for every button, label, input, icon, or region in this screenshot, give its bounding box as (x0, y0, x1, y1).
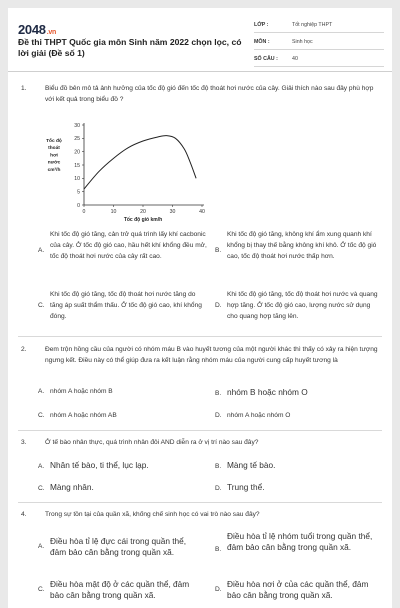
option-label: B. (215, 463, 222, 470)
y-tick-label: 5 (77, 189, 80, 196)
y-tick-label: 15 (74, 162, 80, 169)
exam-page (8, 8, 392, 608)
x-tick-label: 40 (199, 209, 205, 215)
question-text: Ở tế bào nhân thực, quá trình nhân đôi AND diễn ra ở vị trí nào sau đây? (45, 439, 259, 446)
option-text: Khi tốc độ gió tăng, tốc độ thoát hơi nước và quang hợp tăng. Ở tốc độ gió cao, lượng nước sử dụng cho quang hợp tăng lên. (227, 291, 378, 320)
option-label: D. (215, 302, 222, 309)
meta-value: Tốt nghiệp THPT (292, 22, 333, 28)
logo-main: 2048 (18, 22, 46, 37)
option-text: nhóm A hoặc nhóm AB (50, 412, 117, 419)
divider (18, 430, 382, 431)
option-label: B. (215, 390, 222, 397)
option-label: B. (215, 546, 222, 553)
option-label: D. (215, 586, 222, 593)
meta-value: 40 (292, 56, 298, 62)
x-tick-label: 30 (169, 209, 176, 215)
option-text: Khi tốc độ gió tăng, cản trở quá trình lấy khí cacbonic của cây. Ở tốc độ gió cao, hầu hết khí khổng đều mở, tốc độ thoát hơi nước của cây rất cao. (50, 231, 207, 260)
meta-row-subject (254, 36, 384, 50)
logo-suffix: .vn (46, 29, 56, 36)
option-label: A. (38, 463, 45, 470)
option-label: C. (38, 485, 45, 492)
question-number: 4. (21, 511, 27, 518)
x-tick-label: 0 (82, 209, 86, 215)
x-axis-label: Tốc độ gió km/h (123, 217, 163, 223)
meta-value: Sinh học (292, 39, 313, 45)
question-number: 2. (21, 346, 27, 353)
option-text: Khi tốc độ gió tăng, không khí ẩm xung quanh khí khổng bị thay thế bằng không khí khô. Ở tốc độ gió cao, tốc độ thoát hơi nước thấp hơn. (227, 231, 377, 260)
option-label: D. (215, 485, 222, 492)
option-text: Màng tế bào. (227, 460, 276, 470)
option-text: Khi tốc độ gió tăng, tốc độ thoát hơi nước tăng do tăng áp suất thẩm thấu. Ở tốc độ gió cao, khí khổng đóng. (50, 291, 202, 320)
option-label: C. (38, 412, 45, 419)
question-text: Trong sự tồn tại của quần xã, khống chế sinh học có vai trò nào sau đây? (45, 511, 260, 518)
option-text: nhóm A hoặc nhóm B (50, 388, 113, 395)
question-text: Biểu đồ bên mô tả ảnh hưởng của tốc độ gió đến tốc độ thoát hơi nước của cây. Giải thích nào sau đây phù hợp với kết quả trong biểu đồ ? (45, 85, 374, 103)
x-tick-label: 10 (110, 209, 117, 215)
y-tick-label: 30 (74, 122, 80, 129)
option-text: Màng nhân. (50, 482, 94, 492)
option-label: C. (38, 302, 45, 309)
option-label: A. (38, 543, 45, 550)
y-tick-label: 10 (74, 176, 80, 183)
exam-meta (254, 19, 384, 70)
transpiration-curve (84, 136, 196, 189)
meta-row-count (254, 53, 384, 67)
question-text: Đem trộn hồng cầu của người có nhóm máu B vào huyết tương của một người khác thì thấy có xảy ra hiện tượng ngưng kết. Điều này có thể giúp đưa ra kết luận rằng nhóm máu của người cung cấp huyết tương là (45, 346, 378, 364)
option-text: Điều hòa mật độ ở các quần thể, đảm bảo cân bằng trong quần xã. (50, 579, 190, 600)
meta-row-grade (254, 19, 384, 33)
meta-label: MÔN : (254, 39, 270, 45)
option-text: nhóm A hoặc nhóm O (227, 412, 291, 419)
question-number: 1. (21, 85, 27, 92)
y-tick-label: 0 (77, 202, 80, 209)
meta-label: LỚP : (254, 22, 269, 28)
option-text: nhóm B hoặc nhóm O (227, 387, 308, 397)
y-axis-label: Tốc độ thoát hơi nước cm³/h (46, 139, 62, 173)
option-label: B. (215, 247, 222, 254)
y-tick-label: 20 (74, 149, 80, 156)
option-label: A. (38, 388, 45, 395)
option-text: Điều hòa tỉ lệ đực cái trong quần thể, đảm bảo cân bằng trong quần xã. (50, 536, 187, 557)
exam-header (8, 8, 392, 72)
option-text: Nhân tế bào, ti thể, lục lạp. (50, 460, 149, 470)
option-text: Điều hòa nơi ở của các quần thể, đảm bảo cân bằng trong quần xã. (227, 579, 369, 600)
site-logo[interactable] (18, 22, 56, 37)
question-number: 3. (21, 439, 27, 446)
option-label: C. (38, 586, 45, 593)
option-text: Điều hòa tỉ lệ nhóm tuổi trong quần thể, đảm bảo cân bằng trong quần xã. (227, 531, 373, 552)
transpiration-chart (36, 112, 206, 224)
option-label: A. (38, 247, 45, 254)
option-label: D. (215, 412, 222, 419)
meta-label: SỐ CÂU : (254, 56, 278, 62)
x-tick-label: 20 (140, 209, 146, 215)
divider (18, 336, 382, 337)
option-text: Trung thể. (227, 482, 265, 492)
divider (18, 502, 382, 503)
y-tick-label: 25 (74, 136, 80, 143)
exam-title: Đề thi THPT Quốc gia môn Sinh năm 2022 chọn lọc, có lời giải (Đề số 1) (18, 37, 242, 58)
